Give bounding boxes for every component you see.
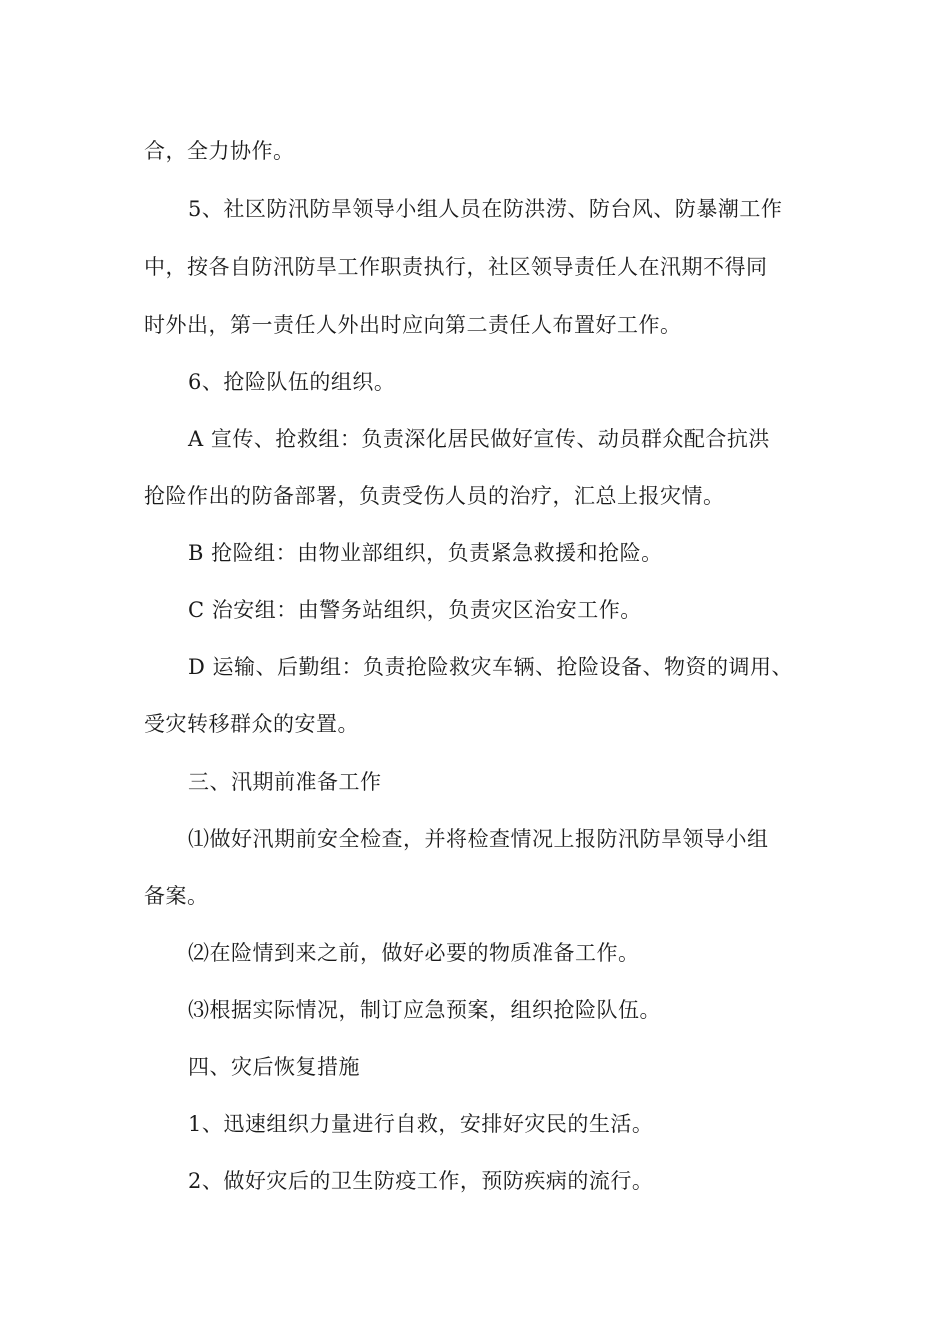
text-line: 中，按各自防汛防旱工作职责执行，社区领导责任人在汛期不得同 xyxy=(144,255,768,279)
text-line: 2、做好灾后的卫生防疫工作，预防疾病的流行。 xyxy=(188,1169,654,1193)
text-line: A 宣传、抢救组：负责深化居民做好宣传、动员群众配合抗洪 xyxy=(188,427,770,451)
text-line: C 治安组：由警务站组织，负责灾区治安工作。 xyxy=(188,598,642,622)
text-line: 5、社区防汛防旱领导小组人员在防洪涝、防台风、防暴潮工作 xyxy=(188,197,783,221)
text-line: 抢险作出的防备部署，负责受伤人员的治疗，汇总上报灾情。 xyxy=(144,484,725,508)
section-heading: 四、灾后恢复措施 xyxy=(188,1055,360,1079)
text-line: 合，全力协作。 xyxy=(144,139,295,163)
text-line: 时外出，第一责任人外出时应向第二责任人布置好工作。 xyxy=(144,313,682,337)
text-line: 备案。 xyxy=(144,884,209,908)
text-line: D 运输、后勤组：负责抢险救灾车辆、抢险设备、物资的调用、 xyxy=(188,655,794,679)
text-line: ⑵在险情到来之前，做好必要的物质准备工作。 xyxy=(188,941,640,965)
text-line: 1、迅速组织力量进行自救，安排好灾民的生活。 xyxy=(188,1112,654,1136)
section-heading: 三、汛期前准备工作 xyxy=(188,770,382,794)
text-line: 6、抢险队伍的组织。 xyxy=(188,370,396,394)
text-line: B 抢险组：由物业部组织，负责紧急救援和抢险。 xyxy=(188,541,663,565)
text-line: 受灾转移群众的安置。 xyxy=(144,712,359,736)
text-line: ⑶根据实际情况，制订应急预案，组织抢险队伍。 xyxy=(188,998,661,1022)
text-line: ⑴做好汛期前安全检查，并将检查情况上报防汛防旱领导小组 xyxy=(188,827,769,851)
